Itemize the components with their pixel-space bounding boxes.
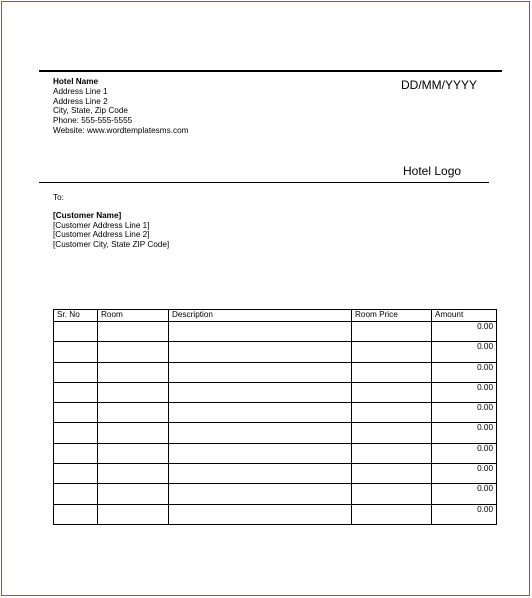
room-cell	[98, 423, 169, 443]
amount-cell: 0.00	[432, 342, 497, 362]
room-cell	[98, 342, 169, 362]
description-cell	[169, 382, 352, 402]
room-price-cell	[352, 443, 432, 463]
table-row	[54, 423, 497, 443]
sr-no-cell	[54, 403, 98, 423]
description-cell	[169, 322, 352, 342]
customer-address-line-2: [Customer Address Line 2]	[53, 230, 150, 239]
room-cell	[98, 484, 169, 504]
description-cell	[169, 403, 352, 423]
amount-cell: 0.00	[432, 443, 497, 463]
table-row	[54, 443, 497, 463]
amount-cell: 0.00	[432, 322, 497, 342]
table-row	[54, 464, 497, 484]
column-header-sr-no: Sr. No	[54, 310, 98, 322]
hotel-website: Website: www.wordtemplatesms.com	[53, 125, 189, 135]
to-label: To:	[53, 193, 64, 202]
customer-name: [Customer Name]	[53, 211, 122, 220]
amount-cell: 0.00	[432, 403, 497, 423]
description-cell	[169, 342, 352, 362]
room-price-cell	[352, 382, 432, 402]
table-row	[54, 403, 497, 423]
sr-no-cell	[54, 322, 98, 342]
middle-divider	[39, 182, 489, 183]
room-price-cell	[352, 423, 432, 443]
room-price-cell	[352, 504, 432, 524]
table-row	[54, 504, 497, 524]
room-price-cell	[352, 484, 432, 504]
customer-info	[53, 211, 169, 249]
sr-no-cell	[54, 484, 98, 504]
top-divider	[39, 70, 502, 72]
table-row	[54, 484, 497, 504]
hotel-city-state-zip: City, State, Zip Code	[53, 106, 128, 116]
description-cell	[169, 423, 352, 443]
room-price-cell	[352, 403, 432, 423]
column-header-description: Description	[169, 310, 352, 322]
customer-address-line-1: [Customer Address Line 1]	[53, 220, 150, 230]
hotel-logo-placeholder: Hotel Logo	[403, 164, 462, 178]
hotel-address-line-2: Address Line 2	[53, 96, 108, 106]
sr-no-cell	[54, 362, 98, 382]
amount-cell: 0.00	[432, 382, 497, 402]
hotel-name: Hotel Name	[53, 77, 99, 86]
room-cell	[98, 443, 169, 463]
amount-cell: 0.00	[432, 504, 497, 524]
room-price-cell	[352, 464, 432, 484]
sr-no-cell	[54, 464, 98, 484]
sr-no-cell	[54, 423, 98, 443]
amount-cell: 0.00	[432, 484, 497, 504]
description-cell	[169, 464, 352, 484]
room-cell	[98, 382, 169, 402]
sr-no-cell	[54, 342, 98, 362]
amount-cell: 0.00	[432, 423, 497, 443]
column-header-room: Room	[98, 310, 169, 322]
table-row	[54, 362, 497, 382]
amount-cell: 0.00	[432, 464, 497, 484]
sr-no-cell	[54, 443, 98, 463]
table-row	[54, 342, 497, 362]
sr-no-cell	[54, 382, 98, 402]
room-cell	[98, 504, 169, 524]
room-cell	[98, 362, 169, 382]
room-cell	[98, 322, 169, 342]
invoice-date: DD/MM/YYYY	[401, 78, 478, 92]
table-row	[54, 382, 497, 402]
description-cell	[169, 504, 352, 524]
description-cell	[169, 362, 352, 382]
hotel-address-line-1: Address Line 1	[53, 86, 108, 96]
room-price-cell	[352, 362, 432, 382]
column-header-room-price: Room Price	[352, 310, 432, 322]
column-header-amount: Amount	[432, 310, 497, 322]
document-page	[1, 1, 530, 596]
sr-no-cell	[54, 504, 98, 524]
description-cell	[169, 443, 352, 463]
room-cell	[98, 464, 169, 484]
hotel-phone: Phone: 555-555-5555	[53, 116, 133, 126]
description-cell	[169, 484, 352, 504]
room-price-cell	[352, 342, 432, 362]
table-row	[54, 322, 497, 342]
table-header-row	[54, 310, 497, 322]
amount-cell: 0.00	[432, 362, 497, 382]
customer-city-state-zip: [Customer City, State ZIP Code]	[53, 239, 170, 249]
hotel-info	[53, 77, 188, 136]
room-price-cell	[352, 322, 432, 342]
items-table	[53, 309, 497, 525]
room-cell	[98, 403, 169, 423]
